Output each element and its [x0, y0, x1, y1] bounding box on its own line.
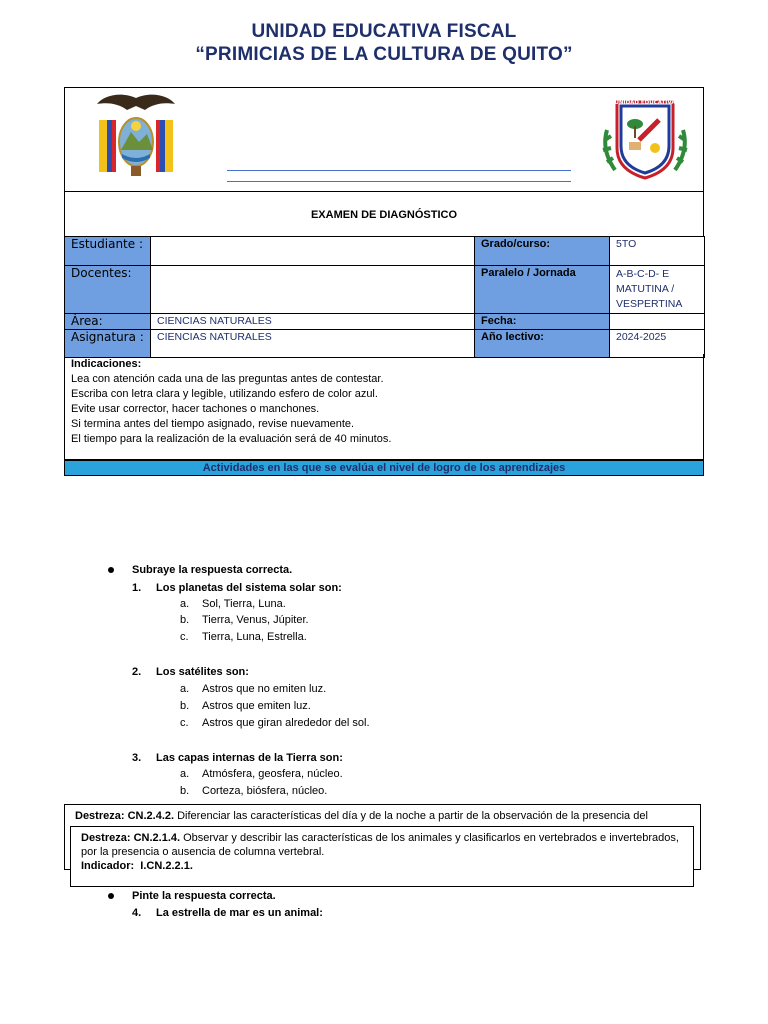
school-title-line2: “PRIMICIAS DE LA CULTURA DE QUITO”	[195, 44, 573, 65]
estudiante-field[interactable]	[151, 237, 475, 266]
section2-instruction: Pinte la respuesta correcta.	[132, 890, 276, 902]
asignatura-label: Asignatura :	[65, 330, 151, 358]
option-text[interactable]: Tierra, Luna, Estrella.	[202, 631, 307, 643]
anio-label: Año lectivo:	[475, 330, 610, 358]
header-box	[64, 87, 704, 191]
indicator-label: Indicador:	[81, 860, 135, 872]
option-letter: a.	[180, 598, 190, 610]
instructions-box	[64, 354, 704, 460]
option-letter: c.	[180, 631, 189, 643]
paralelo-line1: A-B-C-D- E	[616, 268, 670, 280]
area-label: Área:	[65, 314, 151, 330]
area-value: CIENCIAS NATURALES	[151, 314, 475, 330]
destreza-text: Observar y describir las características de los animales y clasificarlos en vertebrados e invertebrados, por la presencia o ausencia de columna vertebral.	[81, 832, 679, 858]
option-letter: b.	[180, 614, 190, 626]
option-text[interactable]: Sol, Tierra, Luna.	[202, 598, 286, 610]
exam-title: EXAMEN DE DIAGNÓSTICO	[64, 191, 704, 237]
destreza-text: Diferenciar las características del día y de la noche a partir de la observación de la presencia del	[174, 810, 648, 822]
question-number: 2.	[132, 666, 142, 678]
activities-bar: Actividades en las que se evalúa el nivel de logro de los aprendizajes	[64, 460, 704, 476]
section1-instruction: Subraye la respuesta correcta.	[132, 564, 293, 576]
question-number: 3.	[132, 752, 142, 764]
asignatura-value: CIENCIAS NATURALES	[151, 330, 475, 358]
destreza-label: Destreza: CN.2.4.2.	[75, 810, 175, 822]
option-letter: b.	[180, 700, 190, 712]
logo-text: UNIDAD EDUCATIVA	[614, 100, 676, 106]
option-text[interactable]: Astros que giran alrededor del sol.	[202, 717, 370, 729]
paralelo-value	[610, 266, 705, 314]
instruction-line: Evite usar corrector, hacer tachones o manchones.	[71, 403, 320, 415]
instructions-heading: Indicaciones:	[71, 358, 142, 370]
docentes-field[interactable]	[151, 266, 475, 314]
question-text: Las capas internas de la Tierra son:	[156, 752, 343, 764]
question-text: Los satélites son:	[156, 666, 249, 678]
instruction-line: Lea con atención cada una de las preguntas antes de contestar.	[71, 373, 384, 385]
estudiante-label: Estudiante :	[65, 237, 151, 266]
option-text[interactable]: Corteza, biósfera, núcleo.	[202, 785, 328, 797]
option-letter: a.	[180, 768, 190, 780]
question-number: 1.	[132, 582, 142, 594]
option-letter: c.	[180, 717, 189, 729]
instruction-line: Escriba con letra clara y legible, utilizando esfero de color azul.	[71, 388, 378, 400]
option-text[interactable]: Astros que no emiten luz.	[202, 683, 327, 695]
question-text: La estrella de mar es un animal:	[156, 907, 323, 919]
question-number: 4.	[132, 907, 142, 919]
divider-line	[227, 170, 571, 171]
grado-value: 5TO	[610, 237, 705, 266]
ecuador-coat-of-arms-icon	[95, 92, 177, 180]
paralelo-label: Paralelo / Jornada	[475, 266, 610, 314]
option-text[interactable]: Atmósfera, geosfera, núcleo.	[202, 768, 343, 780]
docentes-label: Docentes:	[65, 266, 151, 314]
anio-value: 2024-2025	[610, 330, 705, 358]
school-logo-icon	[599, 96, 691, 180]
paralelo-line2: MATUTINA / VESPERTINA	[616, 283, 683, 310]
instruction-line: Si termina antes del tiempo asignado, revise nuevamente.	[71, 418, 355, 430]
fecha-label: Fecha:	[475, 314, 610, 330]
bullet-icon	[108, 567, 114, 573]
option-text[interactable]: Tierra, Venus, Júpiter.	[202, 614, 309, 626]
option-text[interactable]: Astros que emiten luz.	[202, 700, 311, 712]
bullet-icon	[108, 893, 114, 899]
destreza-box-inner	[70, 826, 694, 887]
option-letter: b.	[180, 785, 190, 797]
option-letter: a.	[180, 683, 190, 695]
fecha-field[interactable]	[610, 314, 705, 330]
divider-line	[227, 181, 571, 182]
school-title	[0, 20, 768, 66]
grado-label: Grado/curso:	[475, 237, 610, 266]
school-title-line1: UNIDAD EDUCATIVA FISCAL	[251, 21, 517, 42]
instruction-line: El tiempo para la realización de la evaluación será de 40 minutos.	[71, 433, 392, 445]
destreza-label: Destreza: CN.2.1.4.	[81, 832, 181, 844]
indicator-value: I.CN.2.2.1.	[140, 860, 193, 872]
question-text: Los planetas del sistema solar son:	[156, 582, 342, 594]
student-info-table	[64, 236, 705, 358]
